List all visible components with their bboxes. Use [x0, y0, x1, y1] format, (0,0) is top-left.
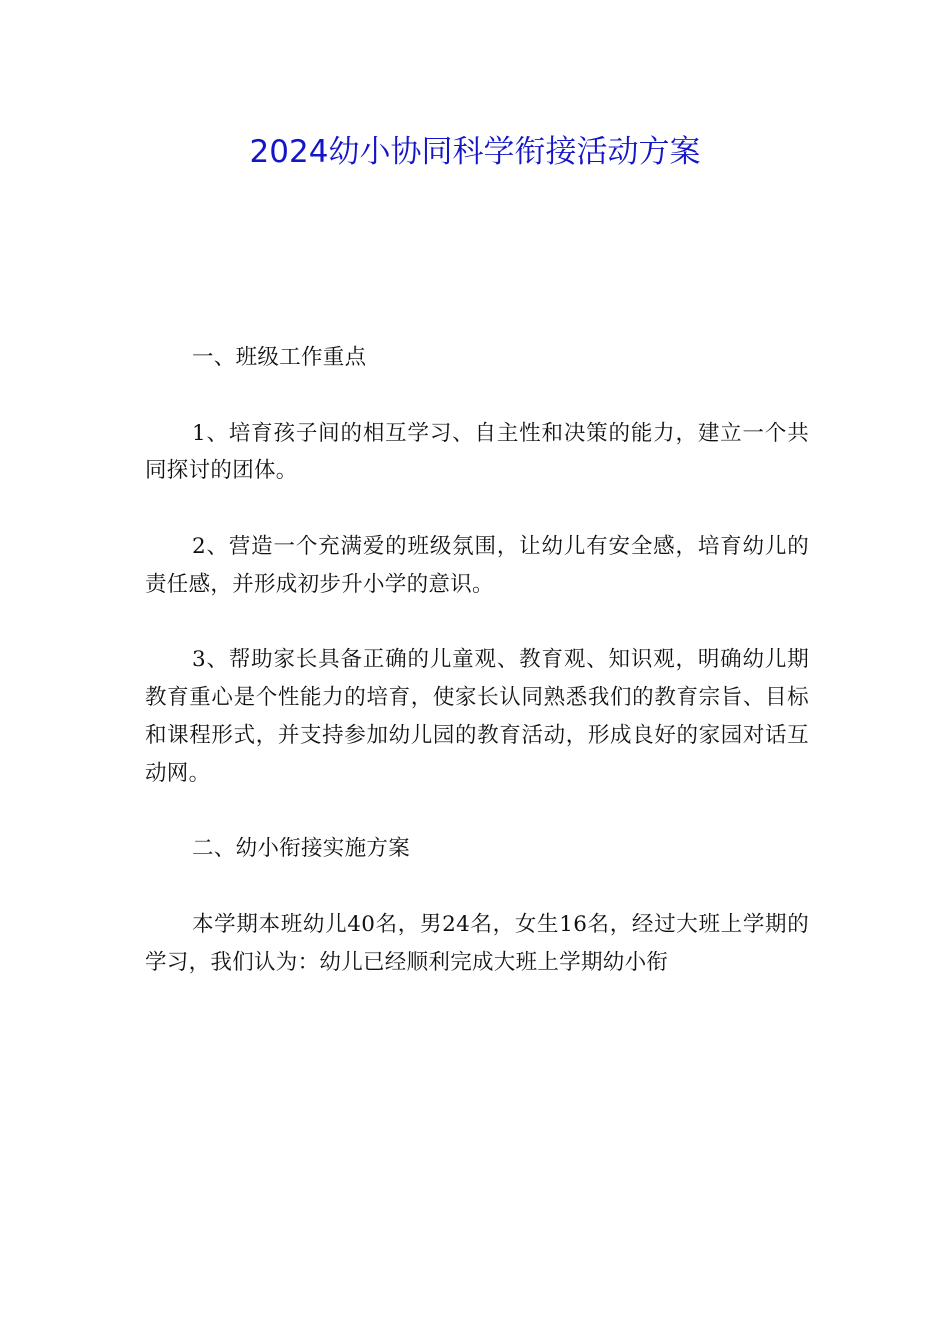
paragraph-item-1: 1、培育孩子间的相互学习、自主性和决策的能力，建立一个共同探讨的团体。	[145, 420, 809, 484]
paragraph-item-2: 2、营造一个充满爱的班级氛围，让幼儿有安全感，培育幼儿的责任感，并形成初步升小学的意识。	[145, 533, 809, 597]
paragraph-item-3: 3、帮助家长具备正确的儿童观、教育观、知识观，明确幼儿期教育重心是个性能力的培育，使家长认同熟悉我们的教育宗旨、目标和课程形式，并支持参加幼儿园的教育活动，形成良好的家园对话互动网。	[145, 647, 809, 786]
document-body	[145, 339, 809, 1019]
paragraph-class-info: 本学期本班幼儿40名，男24名，女生16名，经过大班上学期的学习，我们认为：幼儿已经顺利完成大班上学期幼小衔	[145, 911, 809, 975]
section-heading-2: 二、幼小衔接实施方案	[192, 836, 411, 862]
section-heading-1: 一、班级工作重点	[192, 345, 367, 370]
document-title: 2024幼小协同科学衔接活动方案	[249, 134, 701, 170]
